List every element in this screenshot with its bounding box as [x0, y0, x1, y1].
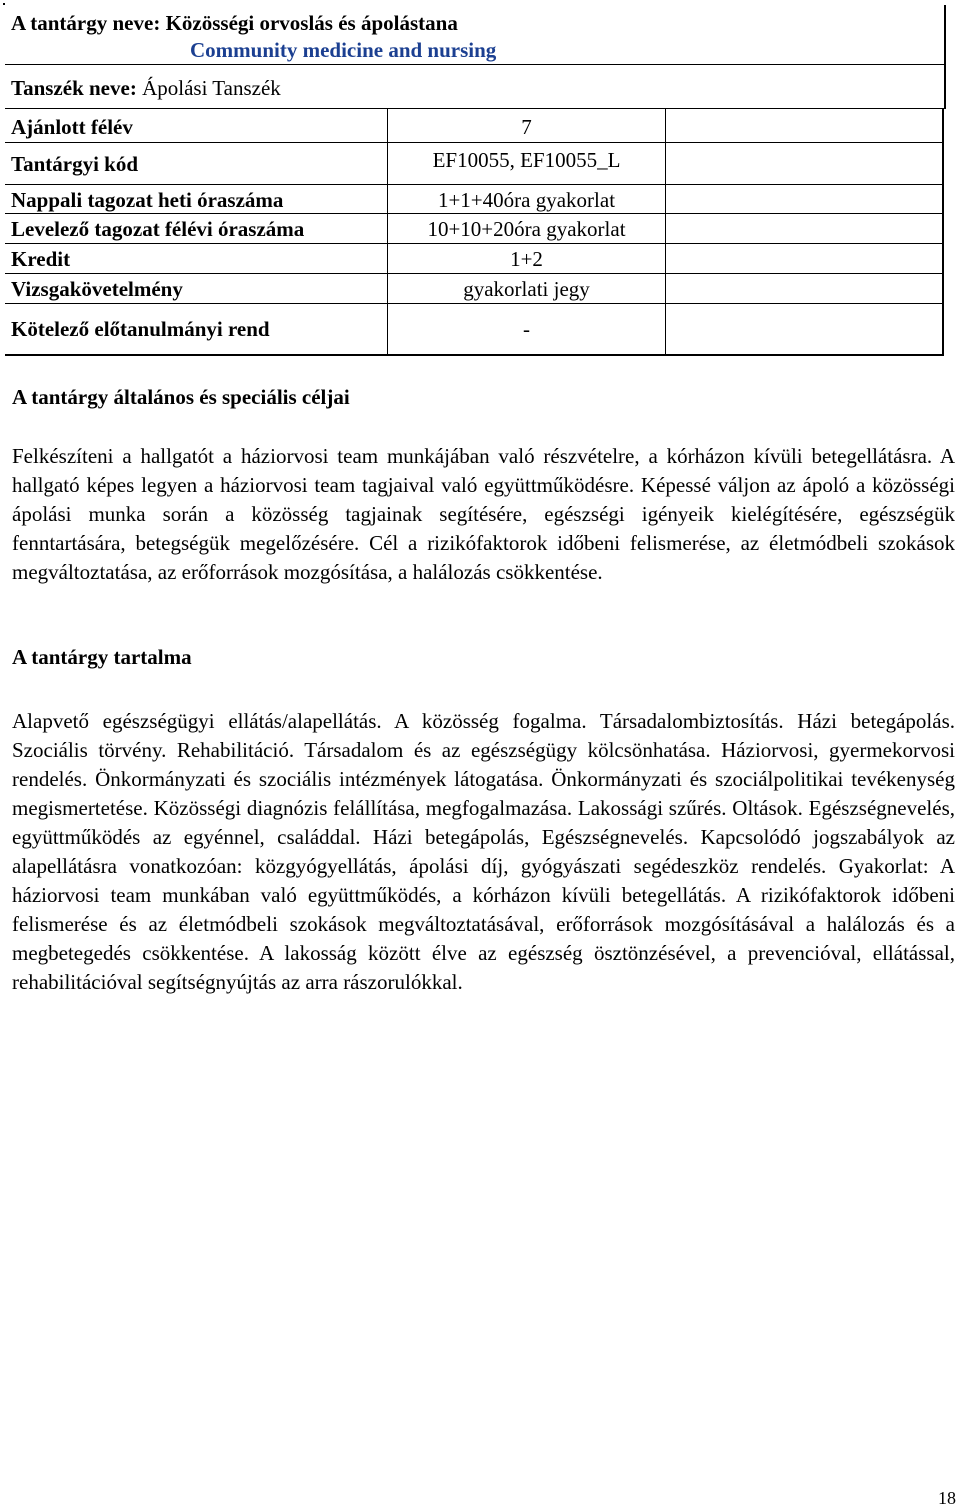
goals-heading: A tantárgy általános és speciális céljai: [12, 385, 350, 409]
row-value: -: [523, 317, 530, 341]
goals-paragraph: Felkészíteni a hallgatót a háziorvosi team munkájában való részvételre, a kórházon kívüli betegellátásra. A hallgató képes legyen a háziorvosi team tagjaival való együttműködésre. Képessé váljon az ápoló a közösségi ápolási munka során a közösség tagjainak segítésére, egészségi igényeik kielégítésére, egészségük fenntartására, betegségük megelőzésére. Cél a rizikófaktorok időbeni felismerése, az életmódbeli szokások megváltoztatása, az erőforrások mozgósítása, a halálozás csökkentése.: [12, 444, 955, 584]
row-value: gyakorlati jegy: [463, 277, 590, 301]
content-heading: A tantárgy tartalma: [12, 645, 192, 669]
course-info-table: [3, 3, 626, 341]
table-row: [5, 304, 944, 356]
department-row: [5, 65, 946, 109]
table-row: [5, 214, 944, 244]
course-title-row: [5, 5, 946, 65]
table-row: [5, 185, 944, 214]
department-label: Tanszék neve: Ápolási Tanszék: [11, 76, 281, 100]
row-label: Ajánlott félév: [11, 115, 133, 139]
table-row: [5, 109, 944, 143]
table-row: [5, 244, 944, 274]
row-value: 10+10+20óra gyakorlat: [427, 217, 626, 241]
row-label: Kötelező előtanulmányi rend: [11, 317, 270, 341]
row-label: Tantárgyi kód: [11, 152, 139, 176]
page-number: 18: [938, 1488, 956, 1508]
content-paragraph: Alapvető egészségügyi ellátás/alapellátás. A közösség fogalma. Társadalombiztosítás. Házi betegápolás. Szociális törvény. Rehabilitáció. Társadalom és az egészségügy kölcsönhatása. Háziorvosi, gyermekorvosi rendelés. Önkormányzati és szociális intézmények látogatása. Önkormányzati és szociálpolitikai tevékenység megismertetése. Közösségi diagnózis felállítása, megfogalmazása. Lakossági szűrés. Oltások. Egészségnevelés, együttműködés az egyénnel, családdal. Házi betegápolás, Egészségnevelés. Kapcsolódó jogszabályok az alapellátásra vonatkozóan: közgyógyellátás, ápolási díj, gyógyászati segédeszköz rendelés. Gyakorlat: A háziorvosi team munkában való együttműködés, a kórházon kívüli betegellátás. A rizikófaktorok időbeni felismerése és az életmódbeli szokások megváltoztatásával, erőforrások mozgósításával a halálozás és a megbetegedés csökkentése. A lakosság között élve az egészség ösztönzésével, a prevencióval, ellátással, rehabilitációval segítségnyújtás az arra rászorulókkal.: [12, 709, 955, 994]
row-label: Vizsgakövetelmény: [11, 277, 183, 301]
course-title-english: Community medicine and nursing: [190, 38, 497, 62]
course-title: A tantárgy neve: Közösségi orvoslás és ápolástana: [11, 11, 458, 35]
row-label: Levelező tagozat félévi óraszáma: [11, 217, 305, 241]
table-row: [5, 274, 944, 304]
row-label: Kredit: [11, 247, 71, 271]
row-value: EF10055, EF10055_L: [432, 148, 621, 172]
row-value: 1+2: [510, 247, 543, 271]
row-label: Nappali tagozat heti óraszáma: [11, 188, 284, 212]
table-row: [5, 143, 944, 185]
row-value: 7: [521, 115, 532, 139]
row-value: 1+1+40óra gyakorlat: [437, 188, 616, 212]
